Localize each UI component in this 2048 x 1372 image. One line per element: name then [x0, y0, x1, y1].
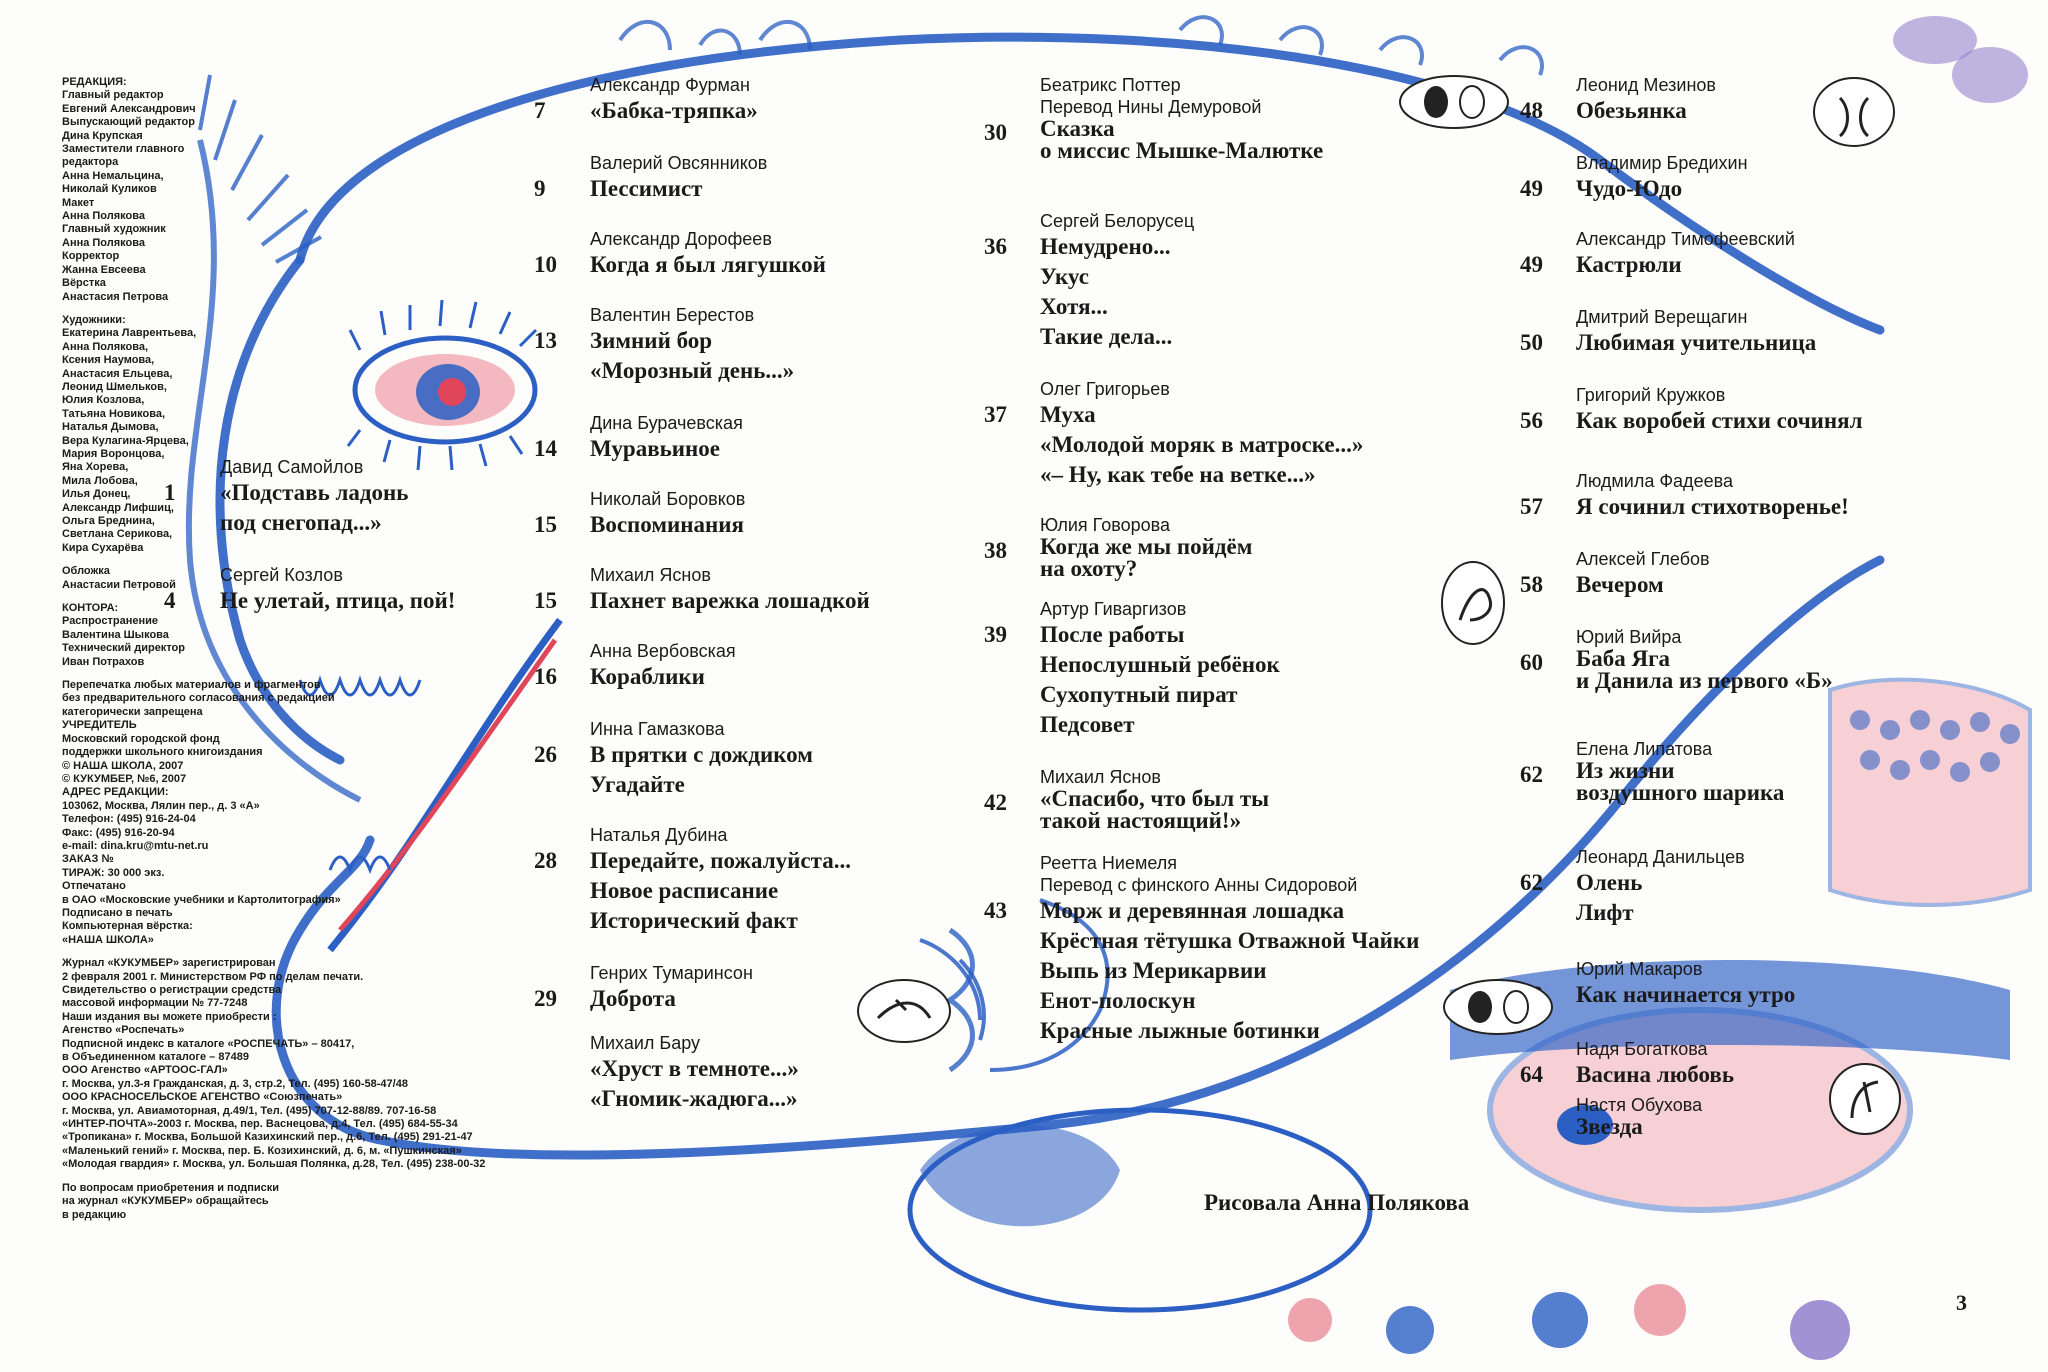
toc-entry[interactable]	[984, 74, 1323, 162]
toc-title[interactable]: «Морозный день...»	[590, 358, 795, 383]
masthead-line: РЕДАКЦИЯ:	[62, 76, 127, 88]
masthead-line: Главный редактор	[62, 89, 164, 102]
toc-author: Валентин Берестов	[590, 305, 755, 325]
masthead-line: ООО КРАСНОСЕЛЬСКОЕ АГЕНСТВО «Союзпечать»	[62, 1091, 343, 1104]
masthead-line: «ИНТЕР-ПОЧТА»-2003 г. Москва, пер. Васнецова, д.4, Тел. (495) 684-55-34	[62, 1118, 458, 1131]
toc-title[interactable]: В прятки с дождиком	[590, 742, 813, 767]
emblem-icon	[856, 978, 952, 1044]
toc-title[interactable]: «Подставь ладонь	[220, 480, 409, 505]
toc-title[interactable]: «Гномик-жадюга...»	[590, 1086, 798, 1111]
toc-title[interactable]: Я сочинил стихотворенье!	[1576, 494, 1849, 519]
toc-author: Сергей Белорусец	[1040, 211, 1195, 231]
toc-page-number: 56	[1520, 408, 1543, 433]
toc-title[interactable]: «– Ну, как тебе на ветке...»	[1040, 462, 1316, 487]
emblem-icon	[1440, 560, 1506, 646]
toc-title[interactable]: воздушного шарика	[1576, 780, 1785, 805]
masthead-line: массовой информации № 77-7248	[62, 997, 248, 1010]
toc-title[interactable]: Хотя...	[1040, 294, 1108, 319]
toc-page-number: 48	[1520, 98, 1543, 123]
masthead-line: «Маленький гений» г. Москва, пер. Б. Козихинский, д. 6, м. «Пушкинская»	[62, 1144, 462, 1157]
toc-title[interactable]: Доброта	[590, 986, 676, 1011]
masthead-line: Вёрстка	[62, 277, 106, 290]
masthead-line: поддержки школьного книгоиздания	[62, 746, 263, 759]
masthead-line: ЗАКАЗ №	[62, 853, 114, 866]
toc-author: Григорий Кружков	[1576, 385, 1726, 405]
masthead-line: категорически запрещена	[62, 705, 203, 718]
masthead-line: 2 февраля 2001 г. Министерством РФ по делам печати.	[62, 970, 364, 983]
top-swirls	[620, 17, 1542, 75]
toc-entry[interactable]	[534, 824, 851, 936]
toc-entry[interactable]	[1520, 152, 1748, 204]
toc-title[interactable]: Выпь из Мерикарвии	[1040, 958, 1267, 983]
masthead-line: Наши издания вы можете приобрести :	[62, 1010, 277, 1023]
masthead-line: Юлия Козлова,	[62, 394, 145, 407]
toc-author: Людмила Фадеева	[1576, 471, 1733, 491]
emblem-icon	[1828, 1062, 1902, 1136]
toc-author: Александр Дорофеев	[590, 229, 772, 249]
toc-title[interactable]: Немудрено...	[1040, 234, 1171, 259]
masthead-line: Леонид Шмельков,	[62, 380, 167, 393]
toc-page-number: 1	[164, 480, 176, 505]
toc-entry[interactable]	[534, 228, 826, 280]
emblem-icon	[1398, 74, 1510, 130]
toc-title[interactable]: «Бабка-тряпка»	[590, 98, 758, 123]
toc-page-number: 26	[534, 742, 557, 767]
toc-author: Михаил Бару	[590, 1033, 701, 1053]
toc-page-number: 57	[1520, 494, 1543, 519]
masthead-line: Екатерина Лаврентьева,	[62, 327, 197, 340]
toc-title[interactable]: под снегопад...»	[220, 510, 382, 535]
masthead-line: г. Москва, ул.3-я Гражданская, д. 3, стр.2, Тел. (495) 160-58-47/48	[62, 1077, 408, 1090]
emblem-icon	[1442, 978, 1554, 1036]
illustration-credit: Рисовала Анна Полякова	[1204, 1190, 1470, 1215]
toc-page-number: 39	[984, 622, 1007, 647]
masthead-line: Корректор	[62, 250, 120, 263]
toc-title[interactable]: Когда же мы пойдём	[1040, 534, 1253, 559]
masthead-line: Светлана Серикова,	[62, 528, 173, 541]
masthead-line: 103062, Москва, Лялин пер., д. 3 «А»	[62, 799, 260, 812]
toc-title[interactable]: и Данила из первого «Б»	[1576, 668, 1833, 693]
toc-title[interactable]: Исторический факт	[590, 908, 798, 933]
masthead-line: «Молодая гвардия» г. Москва, ул. Большая Полянка, д.28, Тел. (495) 238-00-32	[62, 1158, 486, 1171]
masthead-line: Технический директор	[62, 642, 185, 655]
masthead-line: УЧРЕДИТЕЛЬ	[62, 719, 137, 732]
masthead-line: Жанна Евсеева	[62, 263, 146, 276]
toc-title[interactable]: Обезьянка	[1576, 98, 1687, 123]
toc-title[interactable]: Как начинается утро	[1576, 982, 1796, 1007]
toc-translator: Перевод с финского Анны Сидоровой	[1040, 875, 1358, 895]
toc-entry[interactable]	[164, 456, 408, 538]
masthead-line: Мария Воронцова,	[62, 447, 165, 460]
toc-author: Леонид Мезинов	[1576, 75, 1716, 95]
masthead-line: Александр Лифшиц,	[62, 501, 174, 514]
toc-author: Давид Самойлов	[220, 457, 364, 477]
toc-entry[interactable]	[984, 210, 1194, 352]
toc-title[interactable]: Укус	[1040, 264, 1089, 289]
toc-entry[interactable]	[1520, 228, 1795, 280]
toc-author: Наталья Дубина	[590, 825, 728, 845]
toc-author: Генрих Тумаринсон	[590, 963, 753, 983]
toc-title[interactable]: на охоту?	[1040, 556, 1138, 581]
toc-entry[interactable]	[1520, 738, 1784, 804]
masthead-line: Свидетельство о регистрации средства	[62, 984, 282, 996]
masthead-line: Компьютерная вёрстка:	[62, 920, 193, 933]
toc-page-number: 15	[534, 512, 557, 537]
toc-author: Валерий Овсянников	[590, 153, 768, 173]
toc-title[interactable]: Муха	[1040, 402, 1096, 427]
toc-page-number: 62	[1520, 870, 1543, 895]
masthead-line: Яна Хорева,	[62, 461, 129, 474]
masthead-line: Николай Куликов	[62, 183, 157, 196]
toc-title[interactable]: Муравьиное	[590, 436, 720, 461]
toc-page-number: 38	[984, 538, 1007, 563]
masthead-line: © КУКУМБЕР, №6, 2007	[62, 772, 187, 785]
masthead-line: «НАША ШКОЛА»	[62, 933, 154, 946]
toc-author: Леонард Данильцев	[1576, 847, 1745, 867]
toc-entry[interactable]	[1520, 384, 1863, 436]
masthead-line: Валентина Шыкова	[62, 628, 169, 641]
masthead-line: Наталья Дымова,	[62, 421, 159, 434]
masthead-line: на журнал «КУКУМБЕР» обращайтесь	[62, 1195, 269, 1208]
toc-page-number: 28	[534, 848, 557, 873]
masthead-line: Телефон: (495) 916-24-04	[62, 813, 196, 826]
masthead-gap	[62, 947, 382, 957]
masthead-line: Художники:	[62, 313, 126, 326]
toc-title[interactable]: «Молодой моряк в матроске...»	[1040, 432, 1364, 457]
toc-title[interactable]: Звезда	[1576, 1114, 1643, 1139]
masthead-line: в ОАО «Московские учебники и Картолитография»	[62, 893, 341, 906]
toc-author: Беатрикс Поттер	[1040, 75, 1181, 95]
toc-author: Михаил Яснов	[1040, 767, 1161, 787]
masthead-line: Анна Полякова	[62, 236, 145, 249]
toc-title[interactable]: Воспоминания	[590, 512, 744, 537]
toc-page-number: 37	[984, 402, 1007, 427]
toc-title[interactable]: Олень	[1576, 870, 1643, 895]
toc-entry[interactable]	[534, 640, 736, 692]
toc-page-number: 16	[534, 664, 557, 689]
toc-author: Артур Гиваргизов	[1040, 599, 1187, 619]
toc-title[interactable]: Угадайте	[590, 772, 685, 797]
masthead-line: © НАША ШКОЛА, 2007	[62, 759, 184, 772]
toc-title[interactable]: «Спасибо, что был ты	[1040, 786, 1270, 811]
toc-page-number: 30	[984, 120, 1007, 145]
masthead-line: e-mail: dina.kru@mtu-net.ru	[62, 839, 209, 852]
toc-page-number: 50	[1520, 330, 1543, 355]
toc-author: Юлия Говорова	[1040, 515, 1170, 535]
masthead-line: Ксения Наумова,	[62, 354, 155, 367]
toc-title[interactable]: Любимая учительница	[1576, 330, 1817, 355]
masthead-gap	[62, 1172, 382, 1182]
toc-title[interactable]: Баба Яга	[1576, 646, 1671, 671]
masthead-line: «Тропикана» г. Москва, Большой Казихинский пер., д.6, Тел. (495) 291-21-47	[62, 1131, 473, 1144]
toc-author: Анна Вербовская	[590, 641, 736, 661]
masthead-line: Дина Крупская	[62, 129, 143, 142]
toc-title[interactable]: Кастрюли	[1576, 252, 1682, 277]
frill	[950, 930, 973, 1070]
toc-page-number: 36	[984, 234, 1007, 259]
toc-author: Олег Григорьев	[1040, 379, 1170, 399]
toc-page-number: 58	[1520, 572, 1543, 597]
toc-page-number: 13	[534, 328, 557, 353]
toc-entry[interactable]	[984, 766, 1269, 832]
toc-author: Александр Тимофеевский	[1576, 229, 1795, 249]
masthead-line: в редакцию	[62, 1208, 127, 1221]
toc-title[interactable]: Из жизни	[1576, 758, 1675, 783]
toc-page-number: 62	[1520, 762, 1543, 787]
toc-entry[interactable]	[1520, 846, 1745, 928]
toc-page-number: 7	[534, 98, 546, 123]
toc-page-number: 49	[1520, 252, 1543, 277]
toc-title[interactable]: Такие дела...	[1040, 324, 1173, 349]
toc-page-number: 9	[534, 176, 546, 201]
masthead-line: Макет	[62, 196, 95, 209]
masthead-line: ТИРАЖ: 30 000 экз.	[62, 866, 165, 879]
toc-title[interactable]: Лифт	[1576, 900, 1634, 925]
masthead-line: Анна Немальцина,	[62, 169, 164, 182]
toc-author: Михаил Яснов	[590, 565, 711, 585]
toc-page-number: 4	[164, 588, 176, 613]
masthead-line: Мила Лобова,	[62, 474, 138, 487]
toc-title[interactable]: Передайте, пожалуйста...	[590, 848, 851, 873]
toc-entry[interactable]	[984, 514, 1252, 580]
masthead-line: Перепечатка любых материалов и фрагментов	[62, 679, 321, 692]
toc-title[interactable]: Педсовет	[1040, 712, 1135, 737]
toc-entry[interactable]	[534, 564, 870, 616]
toc-entry[interactable]	[534, 412, 743, 464]
toc-title[interactable]: Новое расписание	[590, 878, 779, 903]
toc-entry[interactable]	[534, 152, 767, 204]
toc-entry[interactable]	[534, 304, 794, 386]
toc-entry[interactable]	[1520, 74, 1716, 126]
toc-entry[interactable]	[1520, 470, 1849, 522]
masthead-line: Агенство «Роспечать»	[62, 1024, 185, 1037]
masthead-line: Подписной индекс в каталоге «РОСПЕЧАТЬ» – 80417,	[62, 1037, 355, 1050]
toc-entry[interactable]	[1520, 306, 1816, 358]
toc-page-number: 29	[534, 986, 557, 1011]
bottom-flowers	[1288, 1284, 1850, 1360]
masthead-line: Кира Сухарёва	[62, 541, 144, 554]
toc-title[interactable]: Сказка	[1040, 116, 1115, 141]
toc-title[interactable]: такой настоящий!»	[1040, 808, 1242, 833]
masthead-gap	[62, 669, 382, 679]
masthead-line: ООО Агенство «АРТООС-ГАЛ»	[62, 1064, 228, 1077]
toc-title[interactable]: Енот-полоскун	[1040, 988, 1196, 1013]
toc-author: Елена Липатова	[1576, 739, 1713, 759]
masthead-line: Анастасия Ельцева,	[62, 367, 173, 380]
toc-title[interactable]: Кораблики	[590, 664, 705, 689]
toc-page-number: 43	[984, 898, 1007, 923]
masthead-line: Московский городской фонд	[62, 732, 220, 745]
bottom-oval-fill	[920, 1125, 1120, 1226]
page-number: 3	[1956, 1290, 1967, 1315]
toc-title[interactable]: Васина любовь	[1576, 1062, 1734, 1087]
toc-title[interactable]: Морж и деревянная лошадка	[1040, 898, 1345, 923]
masthead-line: Анна Полякова,	[62, 340, 149, 353]
toc-title[interactable]: Как воробей стихи сочинял	[1576, 408, 1863, 433]
toc-author: Настя Обухова	[1576, 1095, 1703, 1115]
toc-title[interactable]: Пахнет варежка лошадкой	[590, 588, 870, 613]
toc-author: Николай Боровков	[590, 489, 746, 509]
masthead-line: редактора	[62, 156, 119, 169]
masthead-line: Подписано в печать	[62, 906, 173, 919]
emblem-icon	[1812, 76, 1896, 148]
masthead-line: Главный художник	[62, 223, 166, 236]
masthead-line: Вера Кулагина-Ярцева,	[62, 434, 189, 447]
toc-entry[interactable]	[1520, 958, 1795, 1010]
toc-author: Надя Богаткова	[1576, 1039, 1708, 1059]
toc-author: Юрий Макаров	[1576, 959, 1703, 979]
masthead-line: Обложка	[62, 565, 110, 578]
toc-entry[interactable]	[1520, 626, 1833, 692]
masthead-line: Илья Донец,	[62, 488, 131, 501]
masthead-column	[62, 76, 486, 1222]
toc-title[interactable]: Когда я был лягушкой	[590, 252, 826, 277]
masthead-line: Отпечатано	[62, 880, 126, 893]
masthead-line: Журнал «КУКУМБЕР» зарегистрирован	[62, 957, 276, 970]
masthead-line: АДРЕС РЕДАКЦИИ:	[62, 786, 169, 799]
masthead-line: По вопросам приобретения и подписки	[62, 1181, 280, 1194]
toc-title[interactable]: Непослушный ребёнок	[1040, 652, 1280, 677]
toc-page-number: 15	[534, 588, 557, 613]
toc-title[interactable]: Пессимист	[590, 176, 703, 201]
toc-author: Владимир Бредихин	[1576, 153, 1748, 173]
toc-author: Юрий Вийра	[1576, 627, 1682, 647]
toc-title[interactable]: Чудо-Юдо	[1576, 176, 1683, 201]
toc-author: Александр Фурман	[590, 75, 750, 95]
toc-entry[interactable]	[984, 598, 1280, 740]
toc-title[interactable]: о миссис Мышке-Малютке	[1040, 138, 1324, 163]
toc-entry[interactable]	[984, 378, 1363, 490]
masthead-line: КОНТОРА:	[62, 602, 119, 615]
masthead-line: Иван Потрахов	[62, 655, 145, 668]
toc-title[interactable]: Вечером	[1576, 572, 1664, 597]
toc-title[interactable]: Сухопутный пират	[1040, 682, 1238, 707]
toc-entry[interactable]	[534, 1032, 799, 1114]
toc-page-number: 42	[984, 790, 1007, 815]
toc-page-number: 49	[1520, 176, 1543, 201]
masthead-line: Факс: (495) 916-20-94	[62, 826, 175, 839]
masthead-line: Анна Полякова	[62, 210, 145, 223]
masthead-line: Выпускающий редактор	[62, 116, 195, 129]
toc-author: Дмитрий Верещагин	[1576, 307, 1748, 327]
toc-entry[interactable]	[164, 564, 455, 616]
toc-title[interactable]: Красные лыжные ботинки	[1040, 1018, 1320, 1043]
toc-title[interactable]: Не улетай, птица, пой!	[220, 588, 456, 613]
right-blob	[1952, 47, 2028, 103]
toc-entry[interactable]	[1520, 1038, 1734, 1090]
toc-entry[interactable]	[534, 74, 758, 126]
toc-translator: Перевод Нины Демуровой	[1040, 97, 1262, 117]
masthead-line: Евгений Александрович	[62, 102, 196, 115]
masthead-line: г. Москва, ул. Авиамоторная, д.49/1, Тел. (495) 707-12-88/89. 707-16-58	[62, 1104, 437, 1117]
toc-title[interactable]: Зимний бор	[590, 328, 713, 353]
toc-entry[interactable]	[534, 488, 745, 540]
toc-page-number: 60	[1520, 650, 1543, 675]
masthead-line: в Объединенном каталоге – 87489	[62, 1051, 249, 1064]
toc-author: Сергей Козлов	[220, 565, 343, 585]
toc-page-number: 14	[534, 436, 557, 461]
masthead-line: Распространение	[62, 615, 158, 628]
masthead-line: Анастасия Петрова	[62, 290, 169, 303]
masthead-line: без предварительного согласования с редакцией	[62, 692, 335, 705]
masthead-line: Анастасии Петровой	[62, 578, 176, 591]
masthead-line: Ольга Бреднина,	[62, 515, 155, 527]
toc-author: Дина Бурачевская	[590, 413, 743, 433]
masthead-gap	[62, 304, 382, 314]
toc-title[interactable]: «Хруст в темноте...»	[590, 1056, 799, 1081]
toc-entry[interactable]	[1520, 548, 1710, 600]
toc-title[interactable]: Крёстная тётушка Отважной Чайки	[1040, 928, 1420, 953]
toc-entry[interactable]	[534, 962, 753, 1014]
toc-author: Алексей Глебов	[1576, 549, 1710, 569]
toc-entry[interactable]	[984, 852, 1419, 1046]
toc-author: Реетта Ниемеля	[1040, 853, 1178, 873]
toc-page-number: 10	[534, 252, 557, 277]
toc-author: Инна Гамазкова	[590, 719, 725, 739]
masthead-line: Татьяна Новикова,	[62, 407, 166, 420]
toc-entry[interactable]	[1520, 1094, 1702, 1138]
toc-entry[interactable]	[534, 718, 813, 800]
toc-title[interactable]: После работы	[1040, 622, 1185, 647]
toc-page-number: 64	[1520, 1062, 1543, 1087]
masthead-line: Заместители главного	[62, 143, 185, 156]
